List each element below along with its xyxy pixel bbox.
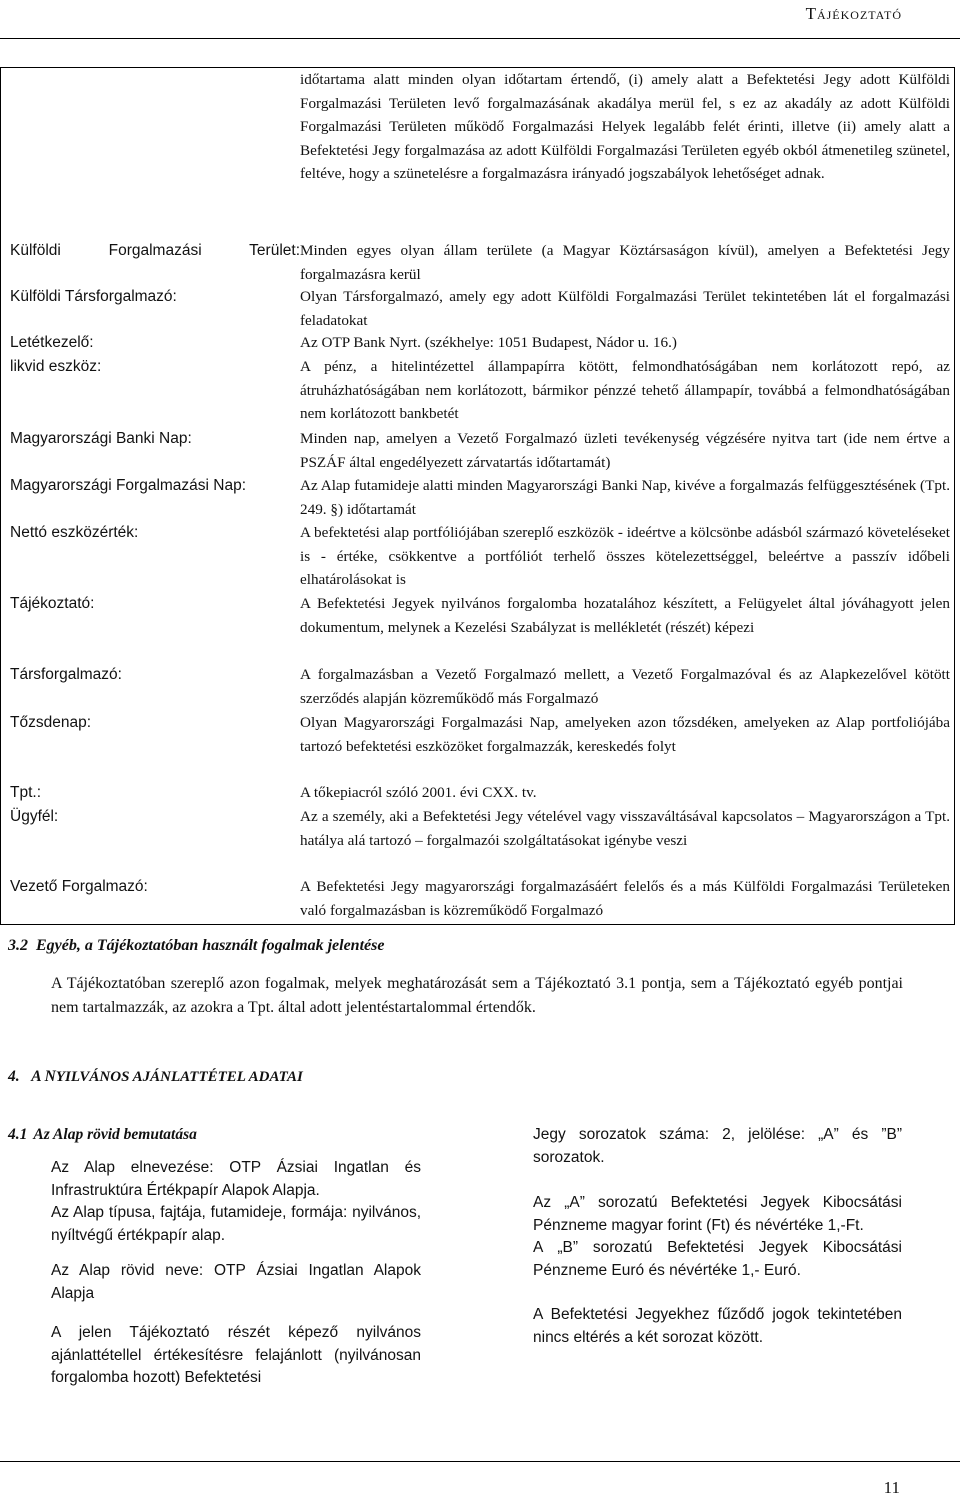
paragraph: A Befektetési Jegyekhez fűződő jogok tekintetében nincs eltérés a két sorozat között. [533,1306,902,1346]
paragraph: Jegy sorozatok száma: 2, jelölése: „A” és ”B” sorozatok. [533,1126,902,1166]
definition-text: A Befektetési Jegy magyarországi forgalmazásáért felelős és a más Külföldi Forgalmazási Területeken való forgalmazásban is közreműködő Forgalmazó [300,878,950,919]
section-4-1-title: Az Alap rövid bemutatása [33,1126,197,1143]
paragraph: Az Alap elnevezése: OTP Ázsiai Ingatlan és Infrastruktúra Értékpapír Alapok Alapja. [51,1159,421,1199]
definition-text: Az Alap futamideje alatti minden Magyarországi Banki Nap, kivéve a forgalmazás felfüggesztésének (Tpt. 249. §) időtartamát [300,477,950,518]
definition-text: Minden nap, amelyen a Vezető Forgalmazó üzleti tevékenység végzésére nyitva tart (ide nem értve a PSZÁF által engedélyezett zárvatartás időtartamát) [300,430,950,471]
section-4-title-first: A N [31,1068,56,1085]
definition-row [1,427,954,474]
section-4-heading [8,1068,303,1086]
definition-term: Tájékoztató: [10,595,95,612]
definition-term: Vezető Forgalmazó: [10,878,148,895]
definition-row [1,711,954,781]
definition-term: Magyarországi Banki Nap: [10,430,192,447]
paragraph: A „B” sorozatú Befektetési Jegyek Kibocsátási Pénzneme Euró és névértéke 1,- Euró. [533,1239,902,1279]
running-header: Tájékoztató [805,4,902,23]
definition-text: Olyan Társforgalmazó, amely egy adott Külföldi Forgalmazási Terület tekintetében lát el forgalmazási feladatokat [300,288,950,329]
definition-row [1,239,954,285]
paragraph: A jelen Tájékoztató részét képező nyilvános ajánlattétellel értékesítésre felajánlott (nyilvánosan forgalomba hozott) Befektetési [51,1324,421,1386]
header-rule [0,38,960,39]
paragraph: Az „A” sorozatú Befektetési Jegyek Kibocsátási Pénzneme magyar forint (Ft) és névértéke 1,-Ft. [533,1194,902,1234]
definition-row [1,592,954,663]
definition-row [1,331,954,355]
paragraph: Az Alap rövid neve: OTP Ázsiai Ingatlan Alapok Alapja [51,1262,421,1302]
definition-term: likvid eszköz: [10,358,102,375]
definition-term: Nettó eszközérték: [10,524,139,541]
definition-row [1,521,954,592]
definition-row [1,355,954,427]
definition-term: Ügyfél: [10,808,59,825]
definition-text: A forgalmazásban a Vezető Forgalmazó mellett, a Vezető Forgalmazóval és az Alapkezelővel kötött szerződés alapján közreműködő más Forgalmazó [300,666,950,707]
section-4-1-number: 4.1 [8,1126,28,1143]
page-number: 11 [883,1478,900,1497]
definition-text: A Befektetési Jegyek nyilvános forgalomba hozatalához készített, a Felügyelet által jóváhagyott jelen dokumentum, melynek a Kezelési Szabályzat is mellékletét (részét) képezi [300,595,950,636]
definition-text: A befektetési alap portfóliójában szereplő eszközök - ideértve a kölcsönbe adásból származó követeléseket is - értéke, csökkentve a portfóliót terhelő összes kötelezettséggel, beleértve a passzív időbeli elhatárolásokat is [300,524,950,588]
definition-term: Társforgalmazó: [10,666,122,683]
definition-term: Tőzsdenap: [10,714,91,731]
definition-term: Tpt.: [10,784,42,801]
definition-text: Az a személy, aki a Befektetési Jegy vételével vagy visszaváltásával kapcsolatos – Magyarországon a Tpt. hatálya alá tartozó – forgalmazói szolgáltatásokat igénybe veszi [300,808,950,849]
paragraph: Az Alap típusa, fajtája, futamideje, formája: nyilvános, nyíltvégű értékpapír alap. [51,1204,421,1244]
definition-text: A tőkepiacról szóló 2001. évi CXX. tv. [300,784,537,801]
definition-row [1,781,954,805]
definition-row [1,805,954,875]
definition-term: Külföldi Társforgalmazó: [10,288,177,305]
definition-term [1,68,300,239]
definition-text: A pénz, a hitelintézettel állampapírra kötött, felmondhatóságában nem korlátozott repó, az átruházhatóságában nem korlátozott, bármikor pénzzé tehető állampapír, továbbá a felmondhatóságában nem korlátozott bankbetét [300,358,950,422]
section-4-1-heading [8,1126,197,1144]
footer-rule [0,1461,960,1462]
section-3-2-text: A Tájékoztatóban szereplő azon fogalmak, melyek meghatározását sem a Tájékoztató 3.1 pontja, sem a Tájékoztató egyéb pontjai nem tartalmazzák, az azokra a Tpt. által adott jelentéstartalommal értendők. [51,975,903,1016]
left-column [51,1157,421,1402]
definition-term: Letétkezelő: [10,334,94,351]
definition-text: Az OTP Bank Nyrt. (székhelye: 1051 Budapest, Nádor u. 16.) [300,334,677,351]
definitions-table [0,67,955,925]
definition-row [1,285,954,331]
definition-row [1,663,954,711]
definition-term: Magyarországi Forgalmazási Nap: [10,477,247,494]
section-3-2-heading: 3.2 Egyéb, a Tájékoztatóban használt fogalmak jelentése [8,937,385,954]
definition-row [1,68,954,239]
right-column [533,1124,902,1361]
definition-text: Olyan Magyarországi Forgalmazási Nap, amelyeken azon tőzsdéken, amelyeken az Alap portfoliójába tartozó befektetési eszközöket forgalmazzák, kereskedés folyt [300,714,950,755]
definition-row [1,875,954,924]
definition-text: időtartama alatt minden olyan időtartam értendő, (i) amely alatt a Befektetési Jegy adott Külföldi Forgalmazási Területen levő forgalmazásának akadálya merül fel, s ez az akadály az adott Külföldi Forgalmazási Területen működő Forgalmazási Helyek legalább felét érinti, illetve (ii) amely alatt a Befektetési Jegy forgalmazása az adott Külföldi Forgalmazási Területen egyéb okból átmenetileg szünetel, feltéve, hogy a szünetelésre a forgalmazásra irányadó jogszabályok lehetőséget adnak. [300,71,950,182]
definition-text: Minden egyes olyan állam területe (a Magyar Köztársaságon kívül), amelyen a Befektetési Jegy forgalmazásra kerül [300,242,950,283]
definition-row [1,474,954,521]
definition-term: Külföldi Forgalmazási Terület: [10,242,300,259]
section-4-title-rest: YILVÁNOS AJÁNLATTÉTEL ADATAI [55,1069,303,1085]
section-4-number: 4. [8,1068,20,1085]
